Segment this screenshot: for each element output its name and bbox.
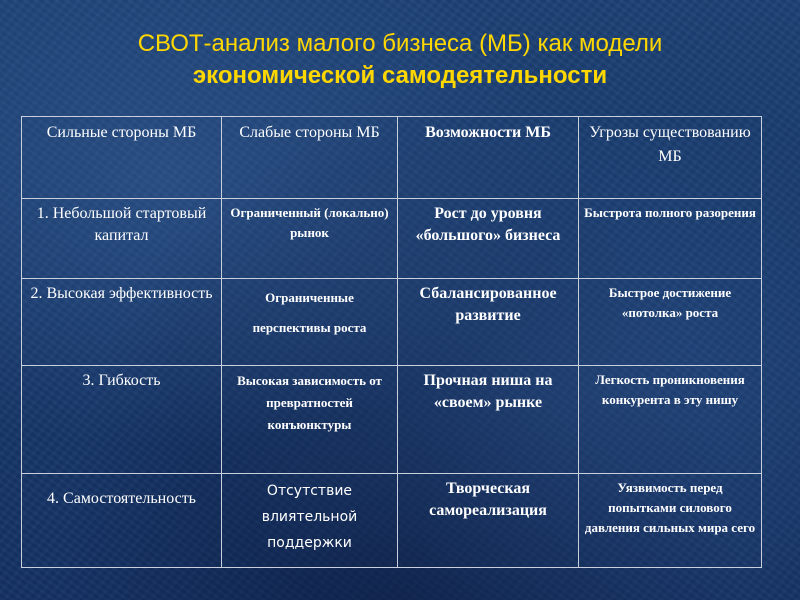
header-opportunities: Возможности МБ [398,117,579,199]
weakness-cell: Ограниченный (локально) рынок [222,199,398,279]
opportunity-cell: Сбалансированное развитие [398,279,579,366]
header-threats: Угрозы существованию МБ [579,117,762,199]
table-header-row [22,117,762,199]
slide-title-line-1: СВОТ-анализ малого бизнеса (МБ) как модели [137,30,663,57]
threat-cell: Легкость проникновения конкурента в эту нишу [579,366,762,474]
weakness-cell: Высокая зависимость от превратностей конъюнктуры [222,366,398,474]
weakness-cell: Отсутствие влиятельной поддержки [222,474,398,568]
opportunity-cell: Творческая самореализация [398,474,579,568]
strength-cell: 3. Гибкость [22,366,222,474]
header-weaknesses: Слабые стороны МБ [222,117,398,199]
strength-cell: 1. Небольшой стартовый капитал [22,199,222,279]
swot-table [21,116,762,568]
table-row [22,279,762,366]
threat-cell: Уязвимость перед попытками силового давления сильных мира сего [579,474,762,568]
strength-cell: 4. Самостоятельность [22,474,222,568]
table-row [22,199,762,279]
weakness-cell: Ограниченные перспективы роста [222,279,398,366]
header-strengths: Сильные стороны МБ [22,117,222,199]
threat-cell: Быстрота полного разорения [579,199,762,279]
opportunity-cell: Прочная ниша на «своем» рынке [398,366,579,474]
threat-cell: Быстрое достижение «потолка» роста [579,279,762,366]
slide-title-line-2: экономической самодеятельности [192,62,608,89]
table-row [22,474,762,568]
slide-title [0,28,800,92]
table-row [22,366,762,474]
opportunity-cell: Рост до уровня «большого» бизнеса [398,199,579,279]
strength-cell: 2. Высокая эффективность [22,279,222,366]
